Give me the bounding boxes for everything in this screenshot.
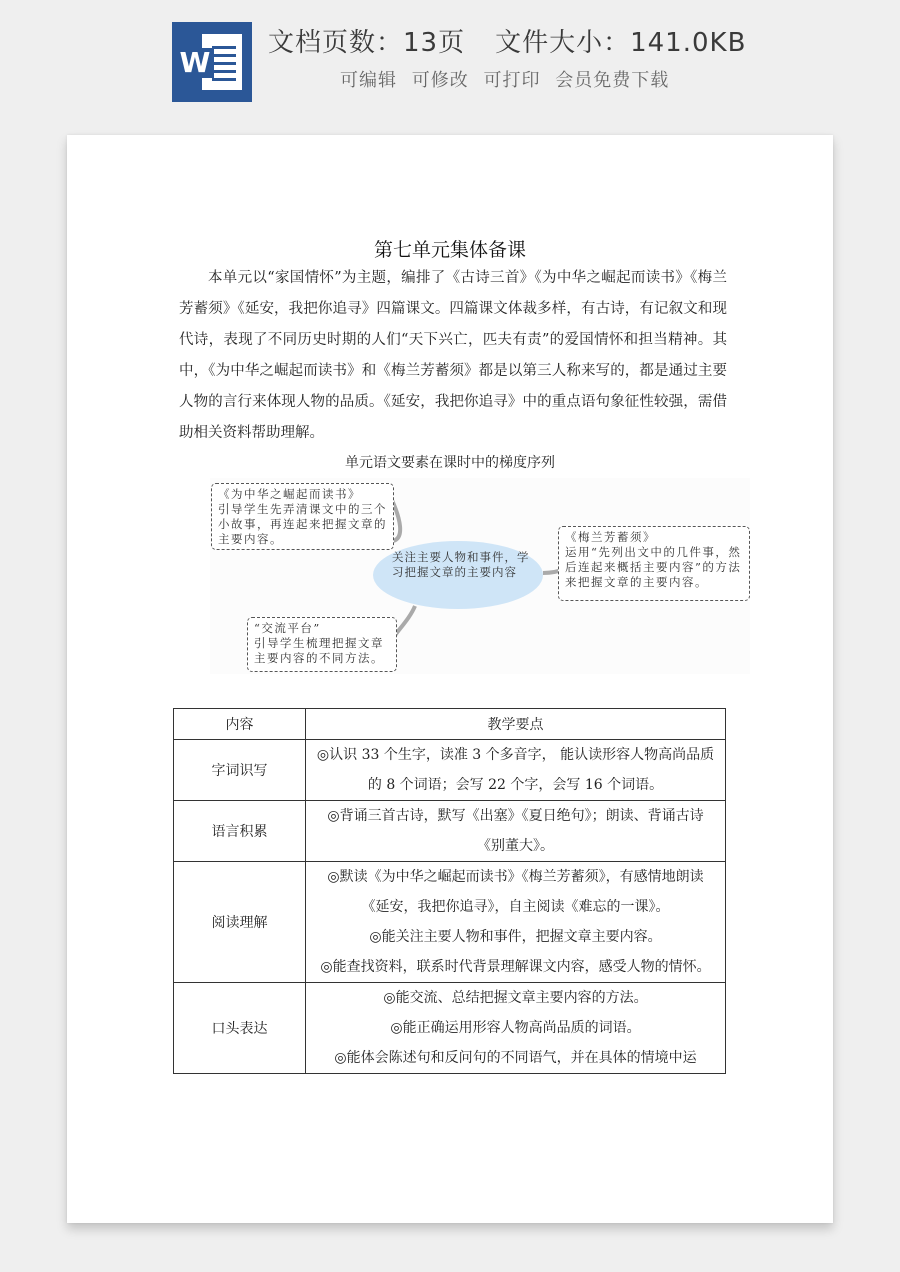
note-title: 《为中华之崛起而读书》 [218, 487, 361, 501]
feature-modifiable: 可修改 [411, 70, 469, 91]
note-body: 引导学生梳理把握文章主要内容的不同方法。 [254, 636, 384, 665]
row-points [306, 740, 726, 801]
row-points [306, 983, 726, 1074]
note-reading-for-china [211, 483, 394, 550]
point-text: ◎能交流、总结把握文章主要内容的方法。 [383, 990, 648, 1006]
point-text: ◎默读《为中华之崛起而读书》《梅兰芳蓄须》，有感情地朗读《延安，我把你追寻》，自主阅读《难忘的一课》。 [327, 869, 704, 915]
file-size: 文件大小：141.0KB [495, 28, 747, 58]
word-document-icon [172, 22, 252, 102]
download-header [0, 0, 900, 120]
note-exchange-platform [247, 617, 397, 672]
note-body: 引导学生先弄清课文中的三个小故事，再连起来把握文章的主要内容。 [218, 502, 387, 546]
table-row [174, 983, 726, 1074]
row-points [306, 801, 726, 862]
point-text: ◎能正确运用形容人物高尚品质的词语。 [390, 1020, 641, 1036]
note-title: 《梅兰芳蓄须》 [565, 530, 656, 544]
note-mei-lanfang [558, 526, 750, 601]
feature-member-download: 会员免费下载 [555, 70, 670, 91]
teaching-points-table [173, 708, 726, 1074]
point-text: ◎能体会陈述句和反问句的不同语气，并在具体的情境中运 [334, 1050, 697, 1066]
row-label: 阅读理解 [174, 862, 306, 983]
document-title: 第七单元集体备课 [373, 239, 526, 261]
row-points [306, 862, 726, 983]
table-row [174, 862, 726, 983]
row-label: 语言积累 [174, 801, 306, 862]
table-row [174, 801, 726, 862]
note-body: 运用“先列出文中的几件事，然后连起来概括主要内容”的方法来把握文章的主要内容。 [565, 545, 742, 589]
note-title: “交流平台” [254, 621, 321, 635]
mind-map-diagram [210, 478, 750, 674]
table-header-content: 内容 [174, 709, 306, 740]
feature-editable: 可编辑 [340, 70, 397, 91]
intro-paragraph: 本单元以“家国情怀”为主题，编排了《古诗三首》《为中华之崛起而读书》《梅兰芳蓄须》《延安，我把你追寻》四篇课文。四篇课文体裁多样，有古诗，有记叙文和现代诗，表现了不同历史时期的人们“天下兴亡，匹夫有责”的爱国情怀和担当精神。其中，《为中华之崛起而读书》和《梅兰芳蓄须》都是以第三人称来写的，都是通过主要人物的言行来体现人物的品质。《延安，我把你追寻》中的重点语句象征性较强，需借助相关资料帮助理解。 [179, 270, 727, 441]
row-label: 口头表达 [174, 983, 306, 1074]
word-icon-letter: W [176, 48, 214, 78]
feature-printable: 可打印 [483, 70, 541, 91]
point-text: ◎背诵三首古诗，默写《出塞》《夏日绝句》；朗读、背诵古诗《别董大》。 [327, 808, 704, 854]
table-header-row [174, 709, 726, 740]
document-page [67, 135, 833, 1223]
table-row [174, 740, 726, 801]
point-text: ◎能关注主要人物和事件，把握文章主要内容。 [369, 929, 662, 945]
diagram-title: 单元语文要素在课时中的梯度序列 [345, 455, 555, 471]
table-header-points: 教学要点 [306, 709, 726, 740]
point-text: ◎认识 33 个生字，读准 3 个多音字， 能认读形容人物高尚品质的 8 个词语；会写 22 个字，会写 16 个词语。 [316, 747, 715, 793]
feature-list [340, 66, 677, 92]
row-label: 字词识写 [174, 740, 306, 801]
point-text: ◎能查找资料，联系时代背景理解课文内容，感受人物的情怀。 [320, 959, 711, 975]
file-info [268, 22, 746, 59]
center-node-label: 关注主要人物和事件，学习把握文章的主要内容 [392, 550, 530, 579]
page-count: 文档页数：13页 [268, 28, 466, 58]
